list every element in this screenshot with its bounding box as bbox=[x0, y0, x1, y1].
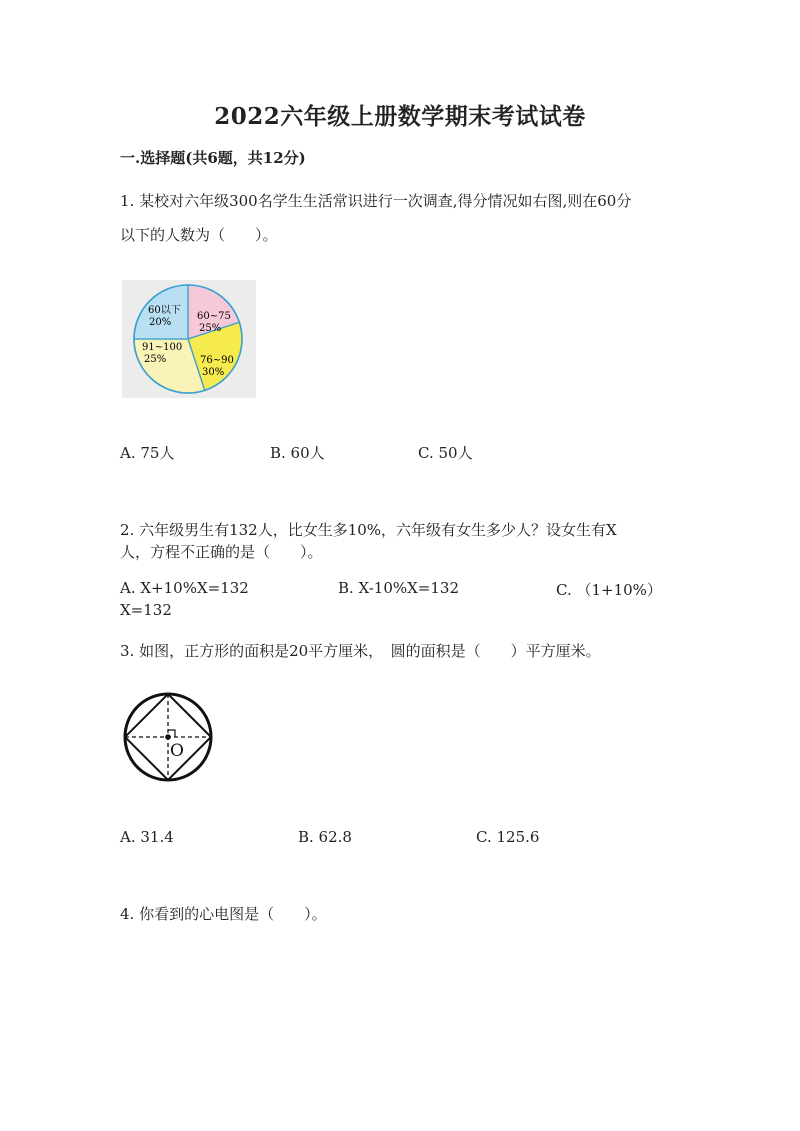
q2-option-c[interactable]: C. （1+10%） bbox=[556, 581, 662, 599]
pie-chart-figure bbox=[122, 280, 256, 398]
pie-pct-slice-2: 25% bbox=[199, 323, 222, 334]
q2-text-line2: 人，方程不正确的是（ ）。 bbox=[120, 543, 323, 561]
pie-label-slice-2: 60~75 bbox=[197, 311, 231, 322]
pie-pct-slice-1: 20% bbox=[149, 317, 172, 328]
q1-text-line1: 1. 某校对六年级300名学生生活常识进行一次调查,得分情况如右图,则在60分 bbox=[120, 192, 632, 210]
pie-label-slice-4: 91~100 bbox=[142, 342, 183, 353]
center-label: O bbox=[170, 741, 184, 761]
q1-text-line2: 以下的人数为（ ）。 bbox=[120, 226, 278, 244]
q1-option-b[interactable]: B. 60人 bbox=[270, 444, 325, 462]
q3-option-b[interactable]: B. 62.8 bbox=[298, 828, 352, 846]
q1-option-a[interactable]: A. 75人 bbox=[120, 444, 175, 462]
q2-option-c-continued: X=132 bbox=[120, 601, 172, 619]
q3-text-line1: 3. 如图，正方形的面积是20平方厘米， 圆的面积是（ ）平方厘米。 bbox=[120, 642, 601, 660]
pie-label-slice-3: 76~90 bbox=[200, 355, 234, 366]
pie-pct-slice-3: 30% bbox=[202, 367, 225, 378]
pie-pct-slice-4: 25% bbox=[144, 354, 167, 365]
q3-option-a[interactable]: A. 31.4 bbox=[120, 828, 174, 846]
circle-square-figure bbox=[120, 690, 220, 786]
q1-option-c[interactable]: C. 50人 bbox=[418, 444, 473, 462]
q3-option-c[interactable]: C. 125.6 bbox=[476, 828, 540, 846]
page-title: 2022六年级上册数学期末考试试卷 bbox=[214, 103, 586, 130]
center-point bbox=[165, 734, 171, 740]
section-heading: 一.选择题(共6题，共12分) bbox=[120, 149, 306, 167]
q2-option-a[interactable]: A. X+10%X=132 bbox=[120, 579, 249, 597]
q2-option-b[interactable]: B. X-10%X=132 bbox=[338, 579, 459, 597]
pie-label-slice-1: 60以下 bbox=[148, 305, 181, 316]
q2-text-line1: 2. 六年级男生有132人，比女生多10%，六年级有女生多少人？设女生有X bbox=[120, 521, 617, 539]
q4-text-line1: 4. 你看到的心电图是（ ）。 bbox=[120, 905, 327, 923]
